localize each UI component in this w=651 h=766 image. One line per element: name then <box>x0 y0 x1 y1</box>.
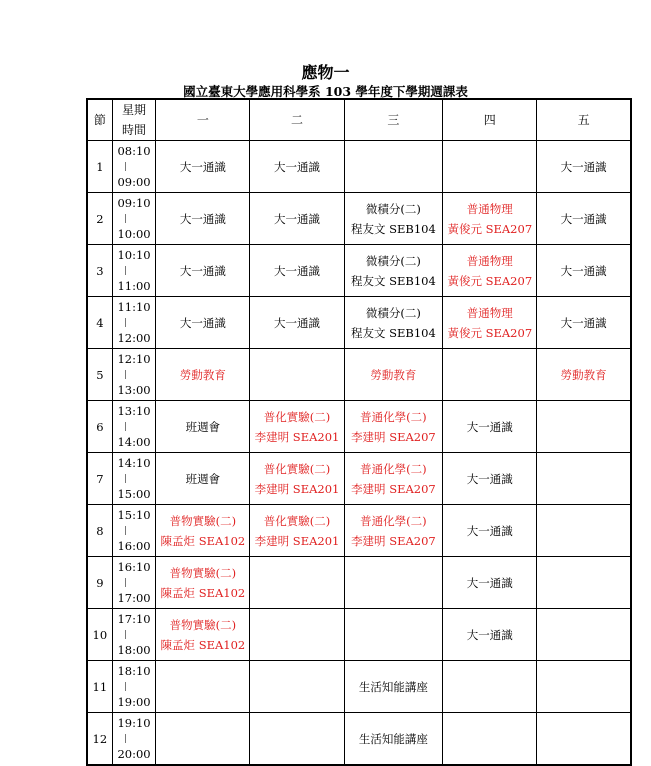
course-cell <box>443 245 537 297</box>
course-name: 普通化學(二) <box>360 513 427 528</box>
course-cell <box>443 297 537 349</box>
course-cell <box>156 661 250 713</box>
header-row <box>87 99 631 141</box>
course-cell <box>156 557 250 609</box>
course-cell <box>250 453 344 505</box>
course-cell <box>344 141 443 193</box>
time-range-divider <box>125 162 126 171</box>
period-time <box>112 193 156 245</box>
course-cell <box>443 453 537 505</box>
time-range-divider <box>125 578 126 587</box>
time-start: 12:10 <box>117 352 151 366</box>
table-row <box>87 557 631 609</box>
period-time <box>112 245 156 297</box>
period-number: 6 <box>87 401 112 453</box>
course-cell <box>250 245 344 297</box>
course-name: 大一通識 <box>560 315 607 330</box>
course-teacher-room: 陳孟炬 SEA102 <box>160 533 246 548</box>
time-start: 16:10 <box>117 560 151 574</box>
time-start: 14:10 <box>117 456 151 470</box>
course-name: 大一通識 <box>466 419 513 434</box>
course-name: 大一通識 <box>179 263 226 278</box>
course-cell <box>156 505 250 557</box>
course-teacher-room: 陳孟炬 SEA102 <box>160 585 246 600</box>
time-start: 09:10 <box>117 196 151 210</box>
course-name: 大一通識 <box>560 159 607 174</box>
course-name: 普物實驗(二) <box>169 565 237 580</box>
period-time <box>112 349 156 401</box>
course-name: 大一通識 <box>560 263 607 278</box>
course-cell <box>443 193 537 245</box>
course-name: 大一通識 <box>466 471 513 486</box>
period-time <box>112 297 156 349</box>
course-name: 普通物理 <box>466 253 513 268</box>
course-name: 勞動教育 <box>560 367 607 382</box>
time-end: 18:00 <box>117 643 151 657</box>
table-row <box>87 297 631 349</box>
course-name: 普通物理 <box>466 305 513 320</box>
table-row <box>87 453 631 505</box>
period-number: 12 <box>87 713 112 766</box>
period-number: 2 <box>87 193 112 245</box>
course-cell <box>250 349 344 401</box>
time-range-divider <box>125 474 126 483</box>
course-cell <box>537 609 631 661</box>
course-cell <box>250 505 344 557</box>
course-teacher-room: 李建明 SEA207 <box>351 481 436 496</box>
course-cell <box>537 193 631 245</box>
header-day-wed: 三 <box>344 99 443 141</box>
time-start: 18:10 <box>117 664 151 678</box>
course-cell <box>156 713 250 766</box>
time-end: 09:00 <box>117 175 151 189</box>
course-name: 大一通識 <box>274 159 320 174</box>
time-range-divider <box>125 682 126 691</box>
course-name: 普化實驗(二) <box>263 461 331 476</box>
course-cell <box>443 661 537 713</box>
course-cell <box>537 141 631 193</box>
course-teacher-room: 黃俊元 SEA207 <box>447 325 533 340</box>
period-number: 8 <box>87 505 112 557</box>
header-day-tue: 二 <box>250 99 344 141</box>
period-time <box>112 453 156 505</box>
table-row <box>87 713 631 766</box>
table-row <box>87 661 631 713</box>
course-teacher-room: 李建明 SEA201 <box>254 533 340 548</box>
course-name: 勞動教育 <box>370 367 417 382</box>
course-cell <box>156 401 250 453</box>
header-time: 時間 <box>122 123 147 137</box>
course-cell <box>250 661 344 713</box>
course-cell <box>250 401 344 453</box>
course-name: 大一通識 <box>560 211 607 226</box>
course-name: 微積分(二) <box>365 305 421 320</box>
course-teacher-room: 李建明 SEA201 <box>254 429 340 444</box>
course-cell <box>250 713 344 766</box>
course-name: 班週會 <box>185 471 221 486</box>
course-cell <box>443 401 537 453</box>
time-range-divider <box>125 214 126 223</box>
course-cell <box>537 453 631 505</box>
course-cell <box>443 349 537 401</box>
course-name: 普通化學(二) <box>360 409 427 424</box>
course-name: 生活知能講座 <box>358 731 428 746</box>
time-start: 19:10 <box>117 716 151 730</box>
time-start: 10:10 <box>117 248 151 262</box>
course-name: 大一通識 <box>179 211 226 226</box>
period-number: 9 <box>87 557 112 609</box>
course-cell <box>537 349 631 401</box>
course-name: 普通物理 <box>466 201 513 216</box>
period-number: 11 <box>87 661 112 713</box>
period-time <box>112 505 156 557</box>
course-cell <box>156 193 250 245</box>
period-number: 5 <box>87 349 112 401</box>
course-cell <box>344 401 443 453</box>
course-cell <box>156 609 250 661</box>
time-start: 13:10 <box>117 404 151 418</box>
table-row <box>87 505 631 557</box>
course-cell <box>443 505 537 557</box>
period-time <box>112 557 156 609</box>
time-end: 11:00 <box>117 279 151 293</box>
course-cell <box>344 713 443 766</box>
time-start: 11:10 <box>117 300 151 314</box>
course-teacher-room: 李建明 SEA207 <box>351 429 436 444</box>
table-row <box>87 401 631 453</box>
time-end: 12:00 <box>117 331 151 345</box>
course-cell <box>344 349 443 401</box>
time-start: 08:10 <box>117 144 151 158</box>
period-time <box>112 401 156 453</box>
course-cell <box>344 557 443 609</box>
course-cell <box>156 453 250 505</box>
course-teacher-room: 黃俊元 SEA207 <box>447 273 533 288</box>
header-weekday: 星期 <box>122 103 147 117</box>
course-cell <box>250 193 344 245</box>
course-cell <box>344 661 443 713</box>
time-range-divider <box>125 422 126 431</box>
course-cell <box>537 661 631 713</box>
course-cell <box>250 609 344 661</box>
course-cell <box>344 505 443 557</box>
table-row <box>87 245 631 297</box>
time-start: 17:10 <box>117 612 151 626</box>
course-cell <box>537 297 631 349</box>
course-teacher-room: 陳孟炬 SEA102 <box>160 637 246 652</box>
course-name: 大一通識 <box>466 627 513 642</box>
period-number: 10 <box>87 609 112 661</box>
time-range-divider <box>125 370 126 379</box>
page-title: 應物一 <box>301 63 350 82</box>
course-cell <box>344 245 443 297</box>
course-teacher-room: 李建明 SEA207 <box>351 533 436 548</box>
course-cell <box>344 453 443 505</box>
period-number: 1 <box>87 141 112 193</box>
header-day-mon: 一 <box>156 99 250 141</box>
page-subtitle: 國立臺東大學應用科學系 103 學年度下學期週課表 <box>183 84 468 99</box>
course-name: 微積分(二) <box>365 253 421 268</box>
course-name: 普化實驗(二) <box>263 409 331 424</box>
time-end: 10:00 <box>117 227 151 241</box>
timetable <box>86 98 632 766</box>
course-cell <box>250 141 344 193</box>
course-name: 普通化學(二) <box>360 461 427 476</box>
table-row <box>87 609 631 661</box>
course-name: 大一通識 <box>466 523 513 538</box>
course-name: 大一通識 <box>179 315 226 330</box>
time-range-divider <box>125 266 126 275</box>
time-range-divider <box>125 734 126 743</box>
table-row <box>87 349 631 401</box>
period-number: 3 <box>87 245 112 297</box>
period-number: 7 <box>87 453 112 505</box>
course-cell <box>344 297 443 349</box>
table-row <box>87 193 631 245</box>
course-name: 普物實驗(二) <box>169 617 237 632</box>
time-range-divider <box>125 630 126 639</box>
course-cell <box>537 713 631 766</box>
course-cell <box>250 297 344 349</box>
table-row <box>87 141 631 193</box>
header-period: 節 <box>87 99 112 141</box>
period-time <box>112 661 156 713</box>
time-start: 15:10 <box>117 508 151 522</box>
course-teacher-room: 黃俊元 SEA207 <box>447 221 533 236</box>
time-range-divider <box>125 318 126 327</box>
course-teacher-room: 程友文 SEB104 <box>350 221 436 236</box>
course-teacher-room: 李建明 SEA201 <box>254 481 340 496</box>
course-cell <box>537 557 631 609</box>
course-cell <box>250 557 344 609</box>
course-cell <box>443 609 537 661</box>
course-name: 大一通識 <box>466 575 513 590</box>
period-number: 4 <box>87 297 112 349</box>
course-name: 普化實驗(二) <box>263 513 331 528</box>
header-weekday-time <box>112 99 156 141</box>
time-end: 13:00 <box>117 383 151 397</box>
course-name: 普物實驗(二) <box>169 513 237 528</box>
course-cell <box>443 557 537 609</box>
course-name: 生活知能講座 <box>358 679 428 694</box>
course-cell <box>443 713 537 766</box>
time-end: 17:00 <box>117 591 151 605</box>
timetable-body <box>87 141 631 766</box>
header-day-thu: 四 <box>443 99 537 141</box>
course-name: 大一通識 <box>274 211 320 226</box>
header-day-fri: 五 <box>537 99 631 141</box>
course-name: 微積分(二) <box>365 201 421 216</box>
course-cell <box>537 245 631 297</box>
course-name: 大一通識 <box>274 263 320 278</box>
course-name: 大一通識 <box>179 159 226 174</box>
time-end: 15:00 <box>117 487 151 501</box>
period-time <box>112 609 156 661</box>
course-cell <box>344 193 443 245</box>
course-name: 大一通識 <box>274 315 320 330</box>
course-cell <box>156 245 250 297</box>
period-time <box>112 141 156 193</box>
course-cell <box>156 141 250 193</box>
course-cell <box>537 401 631 453</box>
course-name: 班週會 <box>185 419 221 434</box>
course-teacher-room: 程友文 SEB104 <box>350 325 436 340</box>
time-end: 16:00 <box>117 539 151 553</box>
course-cell <box>344 609 443 661</box>
time-range-divider <box>125 526 126 535</box>
course-cell <box>443 141 537 193</box>
time-end: 14:00 <box>117 435 151 449</box>
course-teacher-room: 程友文 SEB104 <box>350 273 436 288</box>
time-end: 19:00 <box>117 695 151 709</box>
course-cell <box>156 349 250 401</box>
period-time <box>112 713 156 766</box>
course-cell <box>537 505 631 557</box>
course-cell <box>156 297 250 349</box>
time-end: 20:00 <box>117 747 151 761</box>
course-name: 勞動教育 <box>179 367 226 382</box>
